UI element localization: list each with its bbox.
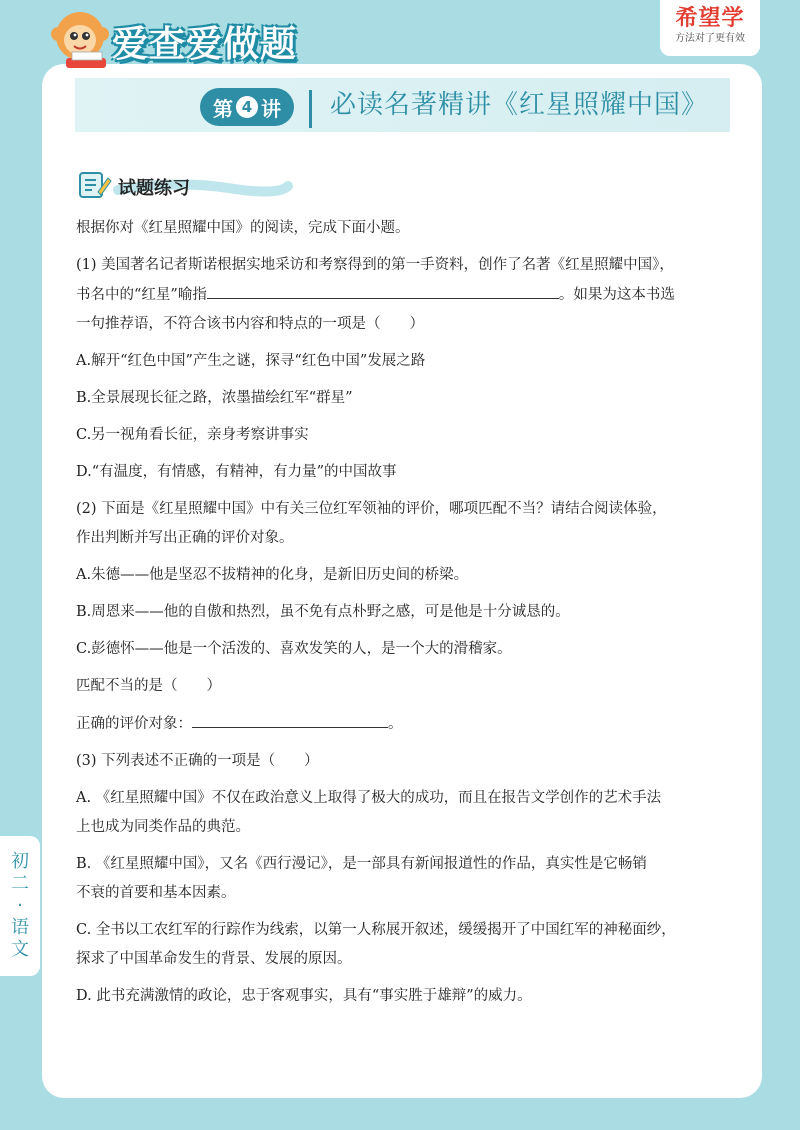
q1-option: B.全景展现长征之路，浓墨描绘红军“群星” (76, 390, 353, 406)
side-tab-grade-subject (0, 836, 40, 976)
q2-mismatch: 匹配不当的是（ ） (76, 678, 221, 694)
lecture-divider (309, 90, 312, 128)
q3-option-line: D. 此书充满激情的政论，忠于客观事实，具有“事实胜于雄辩”的威力。 (76, 988, 532, 1004)
lecture-title: 必读名著精讲《红星照耀中国》 (330, 90, 709, 120)
q2-line: (2) 下面是《红星照耀中国》中有关三位红军领袖的评价，哪项匹配不当？请结合阅读体验， (76, 501, 667, 517)
q1-line: 一句推荐语，不符合该书内容和特点的一项是（ ） (76, 316, 424, 332)
q1-text: 。如果为这本书选 (558, 287, 675, 303)
q2-correct-label: 正确的评价对象： (76, 716, 192, 732)
q1-text: 书名中的“红星”喻指 (76, 287, 207, 303)
q3-option-line: A. 《红星照耀中国》不仅在政治意义上取得了极大的成功，而且在报告文学创作的艺术手法 (76, 790, 662, 806)
q1-option: A.解开“红色中国”产生之谜，探寻“红色中国”发展之路 (76, 353, 426, 369)
q2-correct-line (76, 709, 726, 739)
q1-line: (1) 美国著名记者斯诺根据实地采访和考察得到的第一手资料，创作了名著《红星照耀中国》， (76, 257, 674, 273)
side-tab-char: 文 (11, 939, 29, 960)
q1-line (76, 280, 726, 310)
q1-option: D.“有温度，有情感，有精神，有力量”的中国故事 (76, 464, 397, 480)
q3-option-line: C. 全书以工农红军的行踪作为线索，以第一人称展开叙述，缓缓揭开了中国红军的神秘面纱， (76, 922, 676, 938)
q3-option-line: 探求了中国革命发生的背景、发展的原因。 (76, 951, 352, 967)
publisher-logo (660, 0, 760, 56)
answer-blank-q1[interactable] (207, 280, 559, 299)
lecture-number: 4 (236, 96, 258, 118)
exercise-content (76, 214, 726, 1011)
q2-option: C.彭德怀——他是一个活泼的、喜欢发笑的人，是一个大的滑稽家。 (76, 641, 512, 657)
side-tab-char: · (17, 895, 23, 916)
lecture-number-badge (200, 88, 294, 126)
side-tab-char: 语 (11, 917, 29, 938)
lecture-suffix: 讲 (261, 96, 281, 121)
publisher-slogan: 方法对了更有效 (675, 33, 745, 44)
intro-text: 根据你对《红星照耀中国》的阅读，完成下面小题。 (76, 220, 410, 236)
q2-option: A.朱德——他是坚忍不拔精神的化身，是新旧历史间的桥梁。 (76, 567, 469, 583)
side-tab-char: 二 (11, 873, 29, 894)
q1-option: C.另一视角看长征，亲身考察讲事实 (76, 427, 309, 443)
q2-correct-end: 。 (388, 716, 403, 732)
q3-option-line: 上也成为同类作品的典范。 (76, 819, 250, 835)
q3-option-line: B. 《红星照耀中国》，又名《西行漫记》，是一部具有新闻报道性的作品，真实性是它畅销 (76, 856, 647, 872)
section-title: 试题练习 (118, 178, 190, 199)
q2-line: 作出判断并写出正确的评价对象。 (76, 530, 294, 546)
q3-stem: (3) 下列表述不正确的一项是（ ） (76, 753, 319, 769)
answer-blank-q2[interactable] (192, 709, 388, 728)
lecture-prefix: 第 (213, 96, 233, 121)
q3-option-line: 不衰的首要和基本因素。 (76, 885, 236, 901)
side-tab-char: 初 (11, 851, 29, 872)
brand-title: 爱查爱做题 (112, 24, 298, 65)
q2-option: B.周恩来——他的自傲和热烈，虽不免有点朴野之感，可是他是十分诚恳的。 (76, 604, 570, 620)
publisher-name: 希望学 (675, 6, 745, 31)
